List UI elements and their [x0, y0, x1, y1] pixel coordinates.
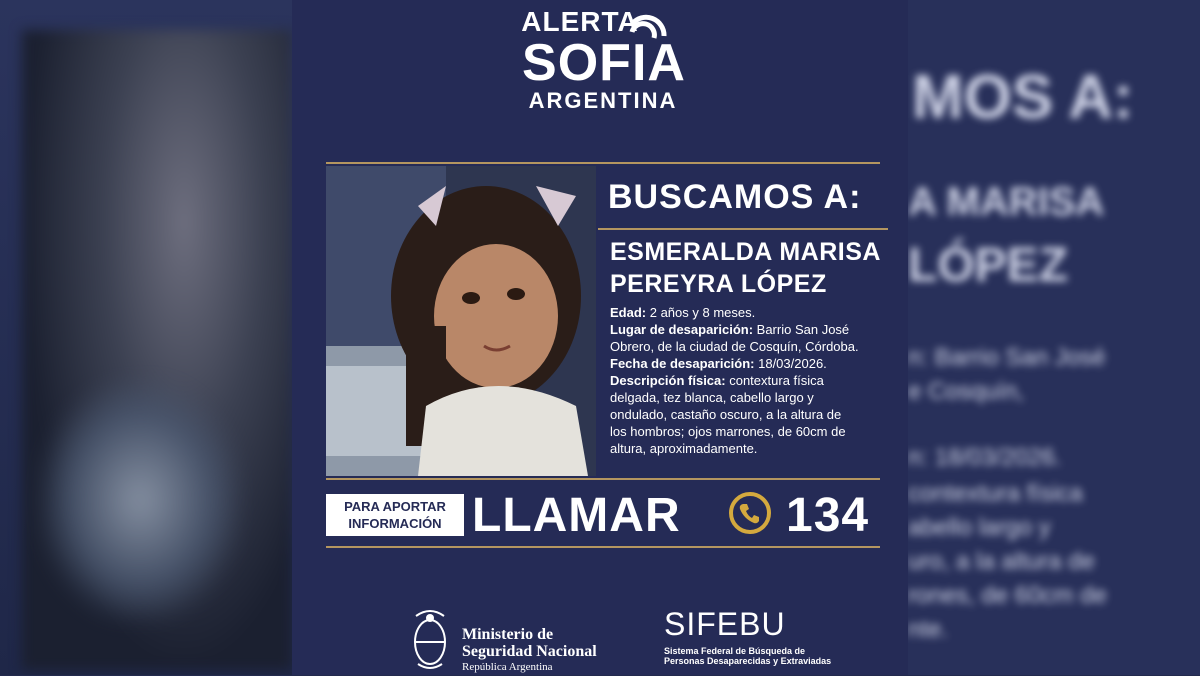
- detail-description-value: contextura física delgada, tez blanca, cabello largo y ondulado, castaño oscuro, a la altura de los hombros; ojos marrones, de 60cm de altura, aproximadamente.: [610, 373, 846, 456]
- detail-place: [610, 321, 860, 355]
- person-name-line-1: ESMERALDA MARISA: [610, 238, 881, 266]
- divider-name: [598, 228, 888, 230]
- info-box-line-1: PARA APORTAR: [344, 499, 446, 514]
- detail-place-label: Lugar de desaparición:: [610, 322, 754, 337]
- coat-of-arms-icon: [408, 606, 452, 674]
- sifebu-logo: [664, 606, 834, 666]
- person-name-line-2: PEREYRA LÓPEZ: [610, 270, 827, 298]
- phone-icon: [728, 491, 772, 535]
- detail-age-label: Edad:: [610, 305, 647, 320]
- sifebu-title: SIFEBU: [664, 606, 786, 642]
- blur-text-9: uro, a la altura de: [908, 548, 1095, 575]
- ministry-logo: [408, 606, 604, 676]
- blur-text-3: LÓPEZ: [908, 239, 1069, 292]
- logo-line-3: ARGENTINA: [528, 88, 678, 113]
- blur-text-8: abello largo y: [908, 514, 1051, 541]
- detail-age: [610, 304, 860, 321]
- call-number: 134: [786, 489, 870, 542]
- blur-text-4: n: Barrio San José: [908, 344, 1106, 371]
- ministry-line-2: Seguridad Nacional: [462, 643, 597, 660]
- background-right-blur: [908, 0, 1200, 675]
- blur-text-2: A MARISA: [908, 180, 1105, 224]
- detail-date-value: 18/03/2026.: [754, 356, 827, 371]
- detail-age-value: 2 años y 8 meses.: [646, 305, 756, 320]
- alert-poster: [292, 0, 908, 675]
- blur-text-10: rones, de 60cm de: [908, 582, 1107, 609]
- divider-top: [326, 162, 880, 164]
- blur-text-6: n: 18/03/2026.: [908, 444, 1062, 471]
- detail-description: [610, 372, 860, 457]
- missing-person-photo: [326, 166, 596, 476]
- blurred-glow: [40, 380, 240, 620]
- info-box-line-2: INFORMACIÓN: [348, 516, 442, 531]
- background-left-blur: [0, 0, 292, 675]
- detail-description-label: Descripción física:: [610, 373, 726, 388]
- person-details: [610, 304, 860, 457]
- blur-text-11: nte.: [908, 616, 949, 643]
- ministry-line-3: República Argentina: [462, 661, 553, 673]
- blur-text-5: e Cosquín,: [908, 378, 1025, 405]
- divider-cta-bottom: [326, 546, 880, 548]
- detail-date-label: Fecha de desaparición:: [610, 356, 755, 371]
- ministry-line-1: Ministerio de: [462, 626, 554, 643]
- blur-text-7: contextura física: [908, 480, 1083, 507]
- signal-icon: [628, 8, 668, 40]
- info-box: [326, 494, 464, 536]
- logo-line-1: ALERTA: [521, 6, 639, 37]
- logo-line-2: SOFIA: [522, 34, 686, 92]
- detail-place-value: Barrio San José Obrero, de la ciudad de Cosquín, Córdoba.: [610, 322, 859, 354]
- divider-cta-top: [326, 478, 880, 480]
- sifebu-description: Sistema Federal de Búsqueda de Personas Desaparecidas y Extraviadas: [664, 646, 832, 666]
- detail-date: [610, 355, 860, 372]
- search-heading: BUSCAMOS A:: [608, 178, 862, 216]
- call-text: LLAMAR: [472, 489, 681, 542]
- blur-text-1: MOS A:: [912, 63, 1134, 132]
- alerta-sofia-logo: [292, 6, 908, 114]
